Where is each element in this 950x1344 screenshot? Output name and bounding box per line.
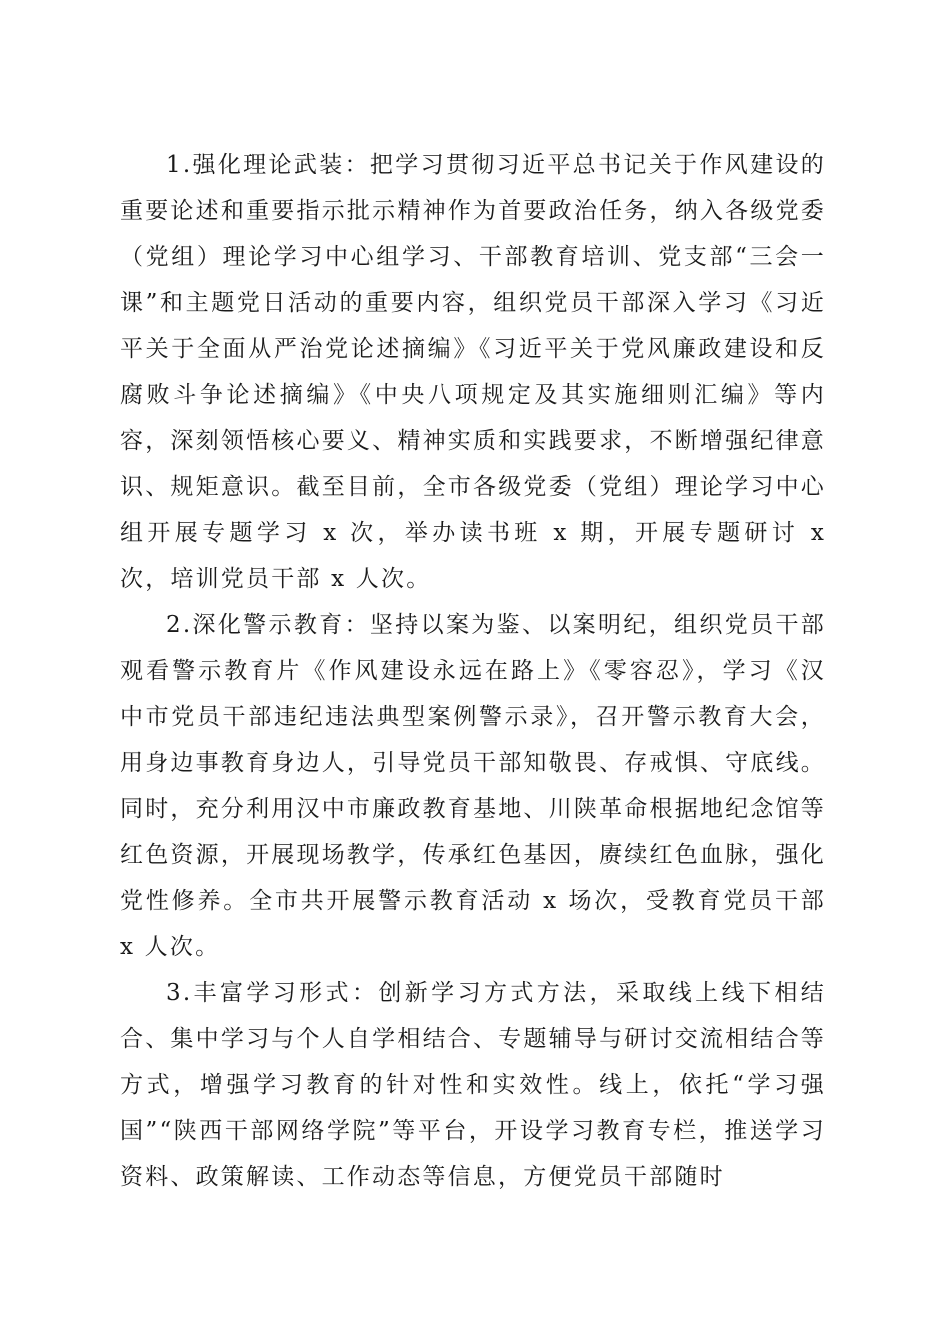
paragraph-warning-education: 2.深化警示教育：坚持以案为鉴、以案明纪，组织党员干部观看警示教育片《作风建设永远在路上》《零容忍》，学习《汉中市党员干部违纪违法典型案例警示录》，召开警示教育大会，用身边事教育身边人，引导党员干部知敬畏、存戒惧、守底线。同时，充分利用汉中市廉政教育基地、川陕革命根据地纪念馆等红色资源，开展现场教学，传承红色基因，赓续红色血脉，强化党性修养。全市共开展警示教育活动 x 场次，受教育党员干部 x 人次。 [120,612,826,960]
paragraph-theory-study: 1.强化理论武装：把学习贯彻习近平总书记关于作风建设的重要论述和重要指示批示精神作为首要政治任务，纳入各级党委（党组）理论学习中心组学习、干部教育培训、党支部“三会一课”和主题党日活动的重要内容，组织党员干部深入学习《习近平关于全面从严治党论述摘编》《习近平关于党风廉政建设和反腐败斗争论述摘编》《中央八项规定及其实施细则汇编》等内容，深刻领悟核心要义、精神实质和实践要求，不断增强纪律意识、规矩意识。截至目前，全市各级党委（党组）理论学习中心组开展专题学习 x 次，举办读书班 x 期，开展专题研讨 x 次，培训党员干部 x 人次。 [120,152,826,592]
document-body [120,142,826,1200]
paragraph-learning-forms: 3.丰富学习形式：创新学习方式方法，采取线上线下相结合、集中学习与个人自学相结合、专题辅导与研讨交流相结合等方式，增强学习教育的针对性和实效性。线上，依托“学习强国”“陕西干部网络学院”等平台，开设学习教育专栏，推送学习资料、政策解读、工作动态等信息，方便党员干部随时 [120,980,826,1190]
